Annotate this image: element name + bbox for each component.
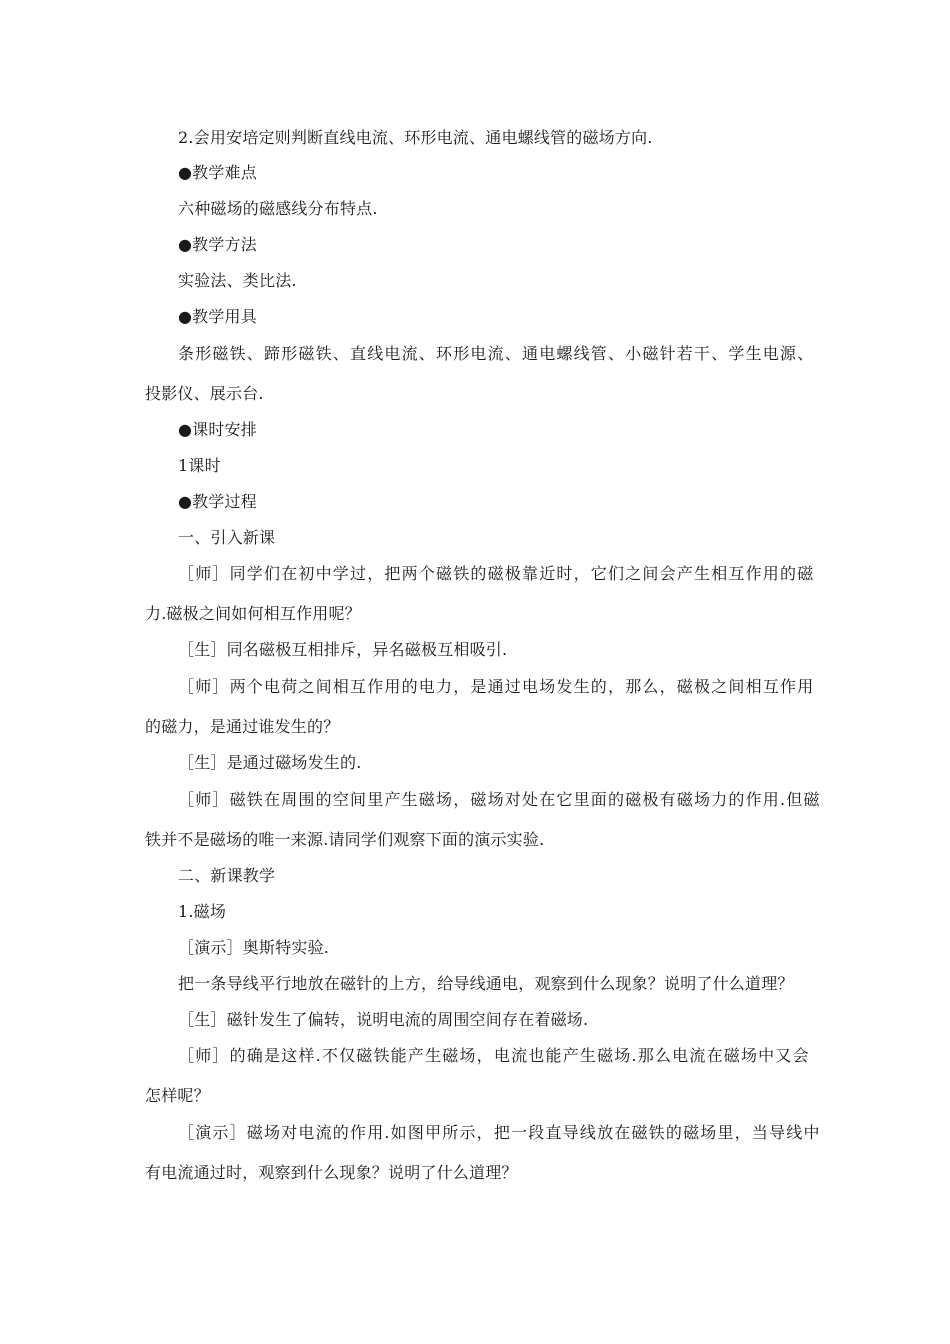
paragraph-student-3: ［生］磁针发生了偏转，说明电流的周围空间存在着磁场. <box>178 1010 589 1029</box>
objective-item-2: 2.会用安培定则判断直线电流、环形电流、通电螺线管的磁场方向. <box>178 128 653 147</box>
paragraph-teacher-3-line2: 铁并不是磁场的唯一来源.请同学们观察下面的演示实验. <box>145 830 545 849</box>
paragraph-oersted-question: 把一条导线平行地放在磁针的上方，给导线通电，观察到什么现象？说明了什么道理？ <box>178 974 794 993</box>
section-heading-new-lesson: 二、新课教学 <box>178 866 276 885</box>
paragraph-demo-oersted: ［演示］奥斯特实验. <box>178 938 330 957</box>
paragraph-teacher-4-line2: 怎样呢？ <box>145 1086 210 1105</box>
paragraph-teacher-1-line2: 力.磁极之间如何相互作用呢？ <box>145 604 361 623</box>
paragraph-teacher-4-line1: ［师］的确是这样.不仅磁铁能产生磁场，电流也能产生磁场.那么电流在磁场中又会 <box>178 1046 810 1065</box>
heading-teaching-tools: ●教学用具 <box>178 307 257 326</box>
paragraph-teacher-1-line1: ［师］同学们在初中学过，把两个磁铁的磁极靠近时，它们之间会产生相互作用的磁 <box>178 564 815 583</box>
paragraph-student-1: ［生］同名磁极互相排斥，异名磁极互相吸引. <box>178 640 508 659</box>
heading-teaching-method: ●教学方法 <box>178 235 257 254</box>
paragraph-difficulty: 六种磁场的磁感线分布特点. <box>178 199 378 218</box>
paragraph-schedule: 1课时 <box>178 456 221 475</box>
paragraph-demo-force-line2: 有电流通过时，观察到什么现象？说明了什么道理？ <box>145 1163 518 1182</box>
paragraph-method: 实验法、类比法. <box>178 271 297 290</box>
paragraph-tools-line2: 投影仪、展示台. <box>145 384 264 403</box>
subsection-heading-magnetic-field: 1.磁场 <box>178 902 227 921</box>
paragraph-demo-force-line1: ［演示］磁场对电流的作用.如图甲所示，把一段直导线放在磁铁的磁场里，当导线中 <box>178 1123 821 1142</box>
heading-class-schedule: ●课时安排 <box>178 420 257 439</box>
paragraph-teacher-2-line2: 的磁力，是通过谁发生的？ <box>145 717 340 736</box>
heading-teaching-difficulty: ●教学难点 <box>178 163 257 182</box>
paragraph-teacher-2-line1: ［师］两个电荷之间相互作用的电力，是通过电场发生的，那么，磁极之间相互作用 <box>178 677 815 696</box>
paragraph-tools-line1: 条形磁铁、蹄形磁铁、直线电流、环形电流、通电螺线管、小磁针若干、学生电源、 <box>178 344 815 363</box>
paragraph-teacher-3-line1: ［师］磁铁在周围的空间里产生磁场，磁场对处在它里面的磁极有磁场力的作用.但磁 <box>178 790 821 809</box>
heading-teaching-process: ●教学过程 <box>178 492 257 511</box>
paragraph-student-2: ［生］是通过磁场发生的. <box>178 753 362 772</box>
section-heading-intro: 一、引入新课 <box>178 528 276 547</box>
